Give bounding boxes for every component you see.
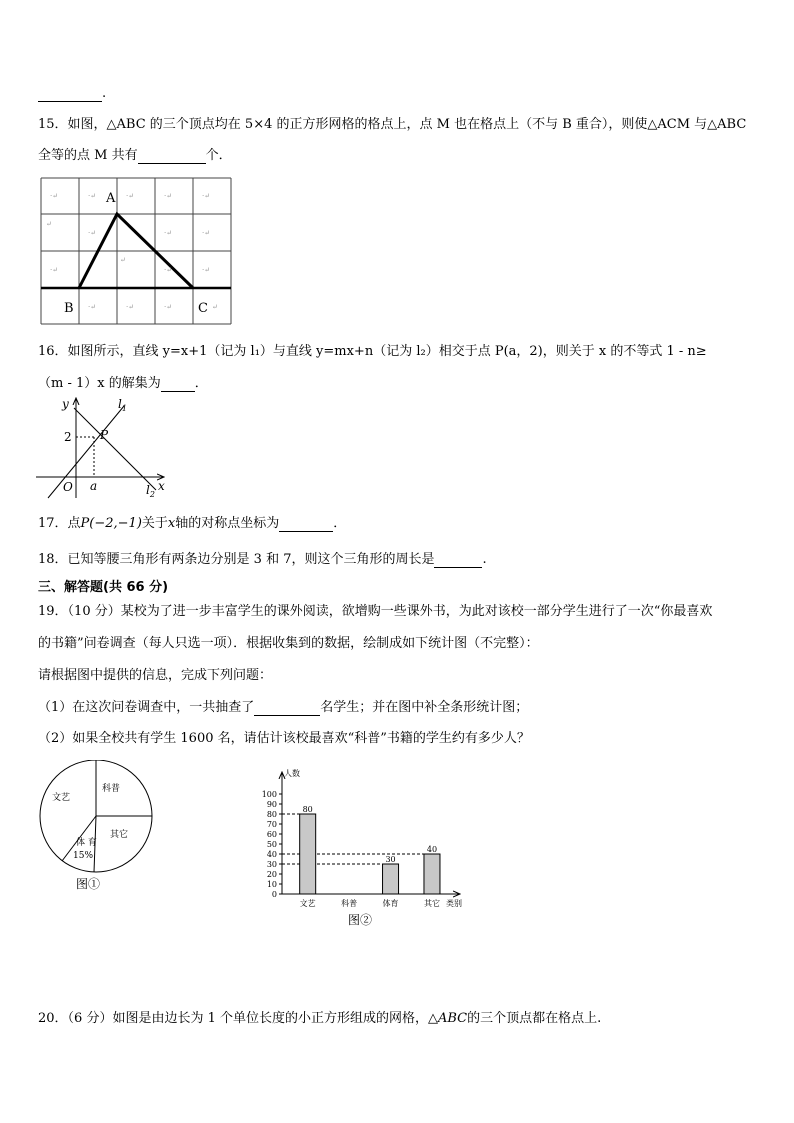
bar [383, 864, 399, 894]
svg-text:·↵: ·↵ [164, 192, 173, 200]
pie-label-wenyi: 文艺 [52, 793, 71, 803]
svg-text:·↵: ·↵ [88, 192, 97, 200]
q18-end: . [482, 552, 487, 567]
q20-post: 的三个顶点都在格点上. [467, 1011, 602, 1026]
q15-line2 [38, 148, 232, 164]
x-tick-label: 体育 [382, 899, 399, 908]
svg-text:↵: ↵ [120, 256, 126, 264]
q20-line [38, 1011, 601, 1027]
q16-line2-pre: （m - 1）x 的解集为 [38, 376, 161, 391]
bar-y-label: 人数 [284, 769, 300, 778]
q16-tick-2: 2 [64, 430, 72, 444]
y-tick-label: 20 [266, 870, 277, 879]
svg-text:·↵: ·↵ [202, 266, 211, 274]
q20-pre: 20．（6 分）如图是由边长为 1 个单位长度的小正方形组成的网格， [38, 1011, 428, 1026]
q16-origin-label: O [63, 480, 73, 494]
q16-line2-post: ． [194, 376, 208, 391]
x-tick-label: 文艺 [299, 899, 316, 908]
q18-line [38, 552, 487, 568]
q17-end: ． [333, 516, 347, 531]
bar-data-label: 30 [385, 855, 396, 864]
svg-text:·↵: ·↵ [164, 266, 173, 274]
svg-text:·↵: ·↵ [164, 303, 173, 311]
q15-label-b: B [64, 301, 74, 316]
q19-pie-figure [36, 760, 158, 898]
svg-text:↵: ↵ [46, 220, 52, 228]
svg-text:·↵: ·↵ [164, 229, 173, 237]
svg-text:·↵: ·↵ [50, 266, 59, 274]
svg-text:·↵: ·↵ [126, 192, 135, 200]
svg-text:·↵: ·↵ [202, 192, 211, 200]
pie-label-kepu: 科普 [102, 784, 121, 794]
top-blank-suffix: . [102, 86, 107, 101]
y-tick-label: 70 [266, 820, 277, 829]
q16-answer-blank [161, 378, 195, 392]
y-tick-label: 60 [266, 830, 277, 839]
q15-grid-figure [36, 174, 238, 328]
bar-data-label: 40 [426, 845, 438, 854]
q18-answer-blank [434, 554, 482, 568]
bar-data-label: 80 [302, 805, 313, 814]
q20-math: △ABC [427, 1011, 468, 1026]
q16-point-p: P [100, 428, 109, 442]
q15-line2-pre: 全等的点 M 共有 [38, 148, 138, 163]
q19-line4-pre: （1）在这次问卷调查中，一共抽查了 [38, 700, 255, 715]
q16-line-l2 [74, 408, 156, 490]
q16-x-label: x [158, 479, 165, 493]
pie-label-qita: 其它 [110, 830, 129, 840]
y-tick-label: 90 [266, 800, 277, 809]
q17-axis: x [167, 516, 176, 531]
q16-l1-label: $l_1$ [118, 397, 127, 413]
q15-label-a: A [106, 191, 116, 206]
svg-text:·↵: ·↵ [88, 303, 97, 311]
bar [424, 854, 440, 894]
q15-label-c: C [198, 301, 208, 316]
y-tick-label: 10 [266, 880, 277, 889]
q16-l2-label: $l_2$ [146, 483, 155, 499]
section-3-heading: 三、解答题(共 66 分) [38, 580, 169, 595]
q19-line4 [38, 700, 528, 716]
q16-tick-a: a [90, 479, 98, 493]
y-tick-label: 100 [261, 790, 277, 799]
q15-line1: 15．如图，△ABC 的三个顶点均在 5×4 的正方形网格的格点上，点 M 也在格点上（不与 B 重合），则使△ACM 与△ABC [38, 117, 747, 132]
svg-text:·↵: ·↵ [50, 192, 59, 200]
q17-pre: 17．点 [38, 516, 81, 531]
bar-x-label: 类别 [446, 899, 462, 908]
q17-line [38, 516, 346, 532]
svg-text:·↵: ·↵ [202, 229, 211, 237]
q16-graph [36, 394, 168, 502]
y-tick-label: 50 [266, 840, 277, 849]
q19-line4-post: 名学生；并在图中补全条形统计图； [320, 700, 529, 715]
svg-text:·↵: ·↵ [126, 303, 135, 311]
top-answer-line [38, 86, 106, 102]
y-tick-label: 0 [271, 890, 277, 899]
q19-bar-chart [256, 766, 476, 930]
bar-caption: 图② [348, 913, 373, 927]
answer-blank [38, 88, 102, 102]
q19-line5: （2）如果全校共有学生 1600 名，请估计该校最喜欢“科普”书籍的学生约有多少人？ [38, 731, 530, 746]
q19-line2: 的书籍”问卷调查（每人只选一项）．根据收集到的数据，绘制成如下统计图（不完整）： [38, 636, 539, 651]
y-tick-label: 30 [266, 860, 277, 869]
bar [300, 814, 316, 894]
y-tick-label: 80 [266, 810, 277, 819]
q17-math: P(−2,−1) [80, 516, 142, 531]
q17-post: 轴的对称点坐标为 [175, 516, 280, 531]
svg-text:↵: ↵ [212, 303, 218, 311]
q17-answer-blank [279, 518, 333, 532]
q15-line2-post: 个． [205, 148, 232, 163]
x-tick-label: 其它 [423, 899, 440, 908]
y-tick-label: 40 [266, 850, 277, 859]
q19-line3: 请根据图中提供的信息，完成下列问题： [38, 668, 273, 683]
svg-text:·↵: ·↵ [88, 229, 97, 237]
q17-mid: 关于 [141, 516, 168, 531]
q15-answer-blank [138, 150, 206, 164]
pie-caption: 图① [76, 877, 101, 891]
pie-label-percent: 15% [73, 851, 94, 861]
q16-line2 [38, 376, 208, 392]
q16-y-label: y [62, 397, 69, 411]
x-tick-label: 科普 [341, 899, 358, 908]
q19-answer-blank [254, 702, 320, 716]
pie-label-tiyu: 体 育 [76, 838, 97, 848]
q18-pre: 18．已知等腰三角形有两条边分别是 3 和 7，则这个三角形的周长是 [38, 552, 435, 567]
q19-line1: 19．（10 分）某校为了进一步丰富学生的课外阅读，欲增购一些课外书，为此对该校一部分学生进行了一次“你最喜欢 [38, 604, 713, 619]
q16-line1: 16．如图所示，直线 y=x+1（记为 l₁）与直线 y=mx+n（记为 l₂）相交于点 P(a，2)，则关于 x 的不等式 1 - n≥ [38, 344, 707, 359]
